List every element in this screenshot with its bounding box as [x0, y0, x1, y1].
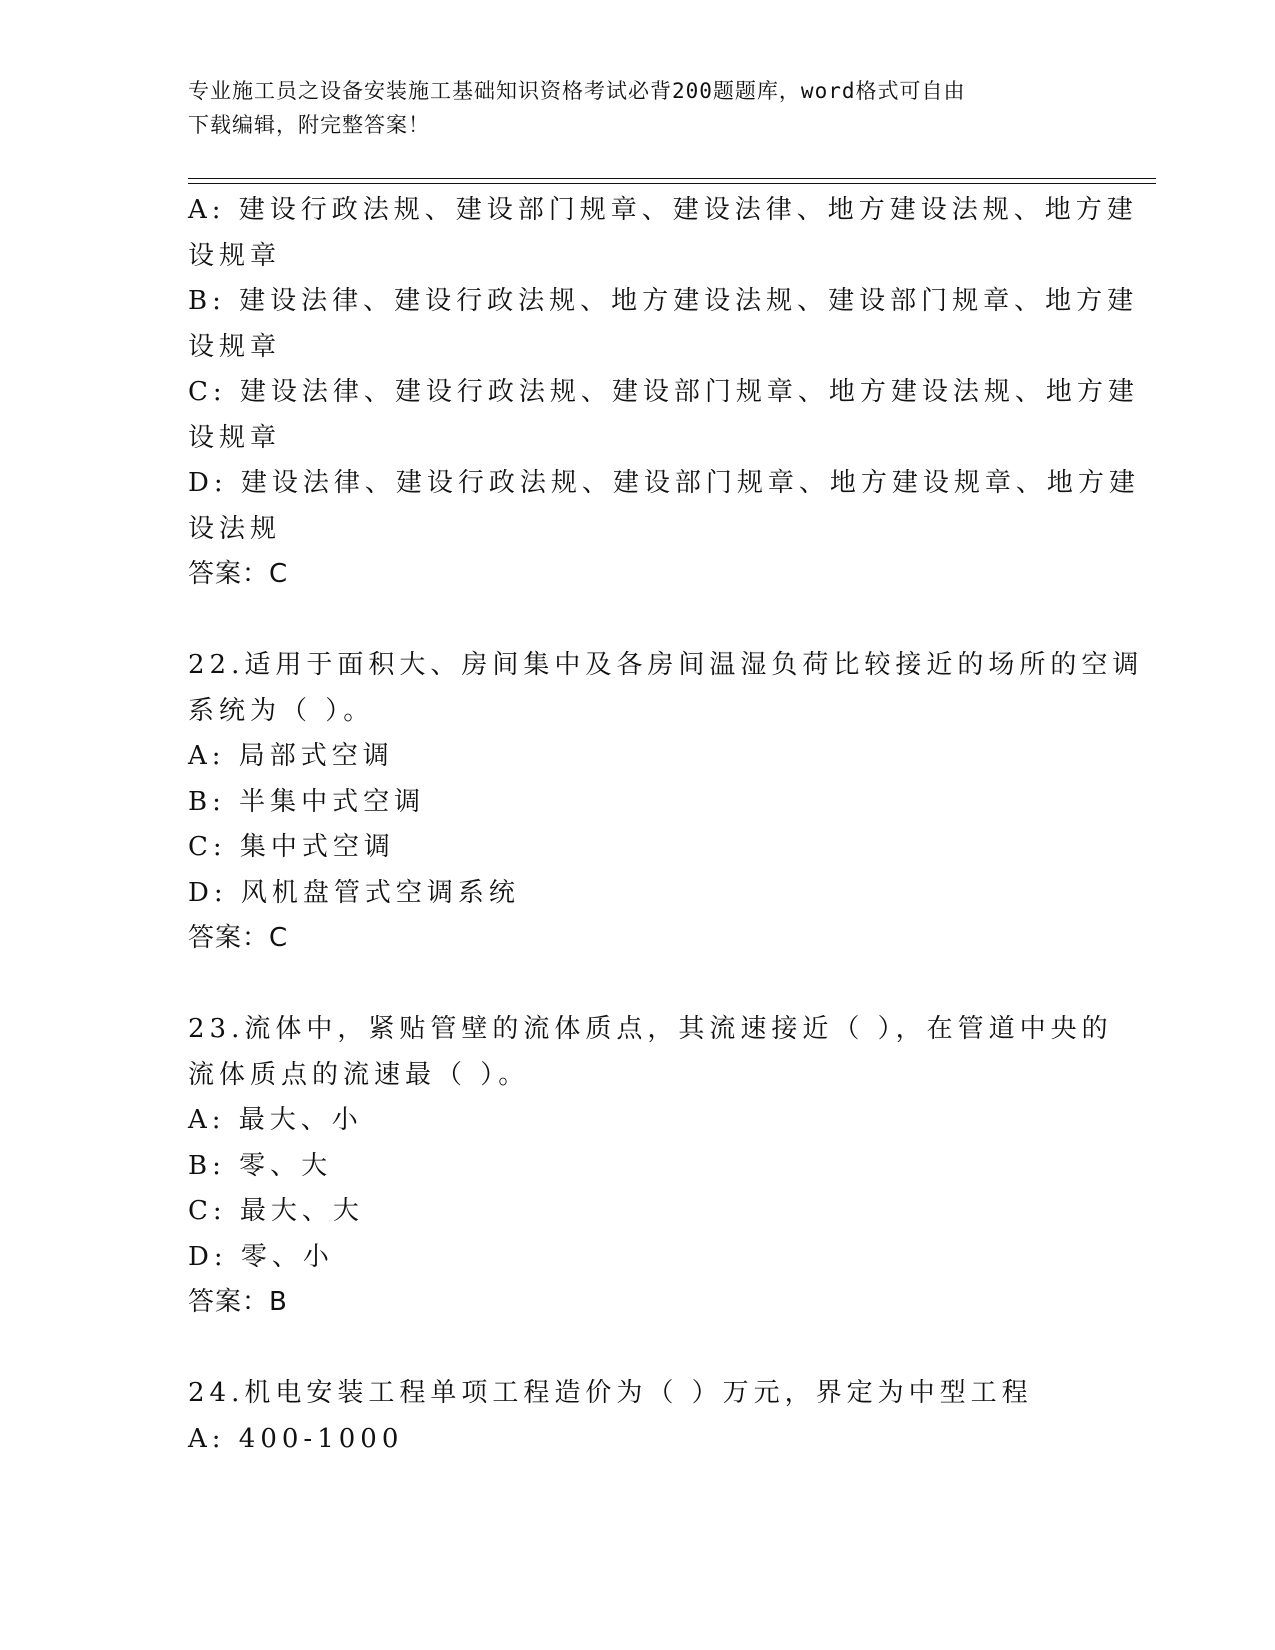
option-c-line-2: 设规章: [188, 422, 282, 453]
header-line-2: 下载编辑，附完整答案！: [188, 113, 430, 137]
question-stem-line-2: 系统为（ ）。: [188, 695, 375, 726]
option-b-line-2: 设规章: [188, 331, 282, 362]
question-content: [188, 188, 1144, 1462]
option-d-line-1: D: 建设法律、建设行政法规、建设部门规章、地方建设规章、地方建: [188, 468, 1140, 498]
answer: 答案：C: [188, 559, 289, 589]
answer: 答案：B: [188, 1287, 288, 1317]
question-stem-line-1: 23.流体中，紧贴管壁的流体质点，其流速接近（ ），在管道中央的: [188, 1014, 1113, 1044]
option-c: C: 最大、大: [188, 1196, 364, 1226]
header-divider-thick: [188, 183, 1156, 184]
spacer: [188, 598, 1088, 644]
option-b: B: 半集中式空调: [188, 786, 426, 817]
spacer: [188, 1326, 1088, 1372]
document-header: [188, 74, 1068, 142]
option-c-line-1: C: 建设法律、建设行政法规、建设部门规章、地方建设法规、地方建: [188, 377, 1139, 407]
question-stem-line-1: 22.适用于面积大、房间集中及各房间温湿负荷比较接近的场所的空调: [188, 650, 1144, 680]
option-d: D: 零、小: [188, 1241, 334, 1272]
question-24: [188, 1371, 1088, 1462]
option-b-line-1: B: 建设法律、建设行政法规、地方建设法规、建设部门规章、地方建: [188, 286, 1139, 316]
option-a: A: 最大、小: [188, 1105, 363, 1135]
option-d: D: 风机盘管式空调系统: [188, 877, 520, 908]
option-a: A: 400-1000: [188, 1423, 404, 1454]
question-22: [188, 643, 1144, 962]
question-stem-line-1: 24.机电安装工程单项工程造价为（ ）万元，界定为中型工程: [188, 1378, 1033, 1408]
option-a-line-2: 设规章: [188, 240, 282, 271]
question-21: [188, 188, 1140, 598]
option-a: A: 局部式空调: [188, 741, 394, 771]
header-line-1: 专业施工员之设备安装施工基础知识资格考试必背200题题库，word格式可自由: [188, 79, 966, 103]
spacer: [188, 962, 1088, 1008]
option-a-line-1: A: 建设行政法规、建设部门规章、建设法律、地方建设法规、地方建: [188, 195, 1138, 225]
question-23: [188, 1007, 1113, 1326]
option-c: C: 集中式空调: [188, 832, 395, 862]
answer: 答案：C: [188, 923, 289, 953]
option-d-line-2: 设法规: [188, 513, 282, 544]
question-stem-line-2: 流体质点的流速最（ ）。: [188, 1059, 530, 1090]
header-divider-thin: [188, 178, 1156, 179]
option-b: B: 零、大: [188, 1150, 333, 1181]
